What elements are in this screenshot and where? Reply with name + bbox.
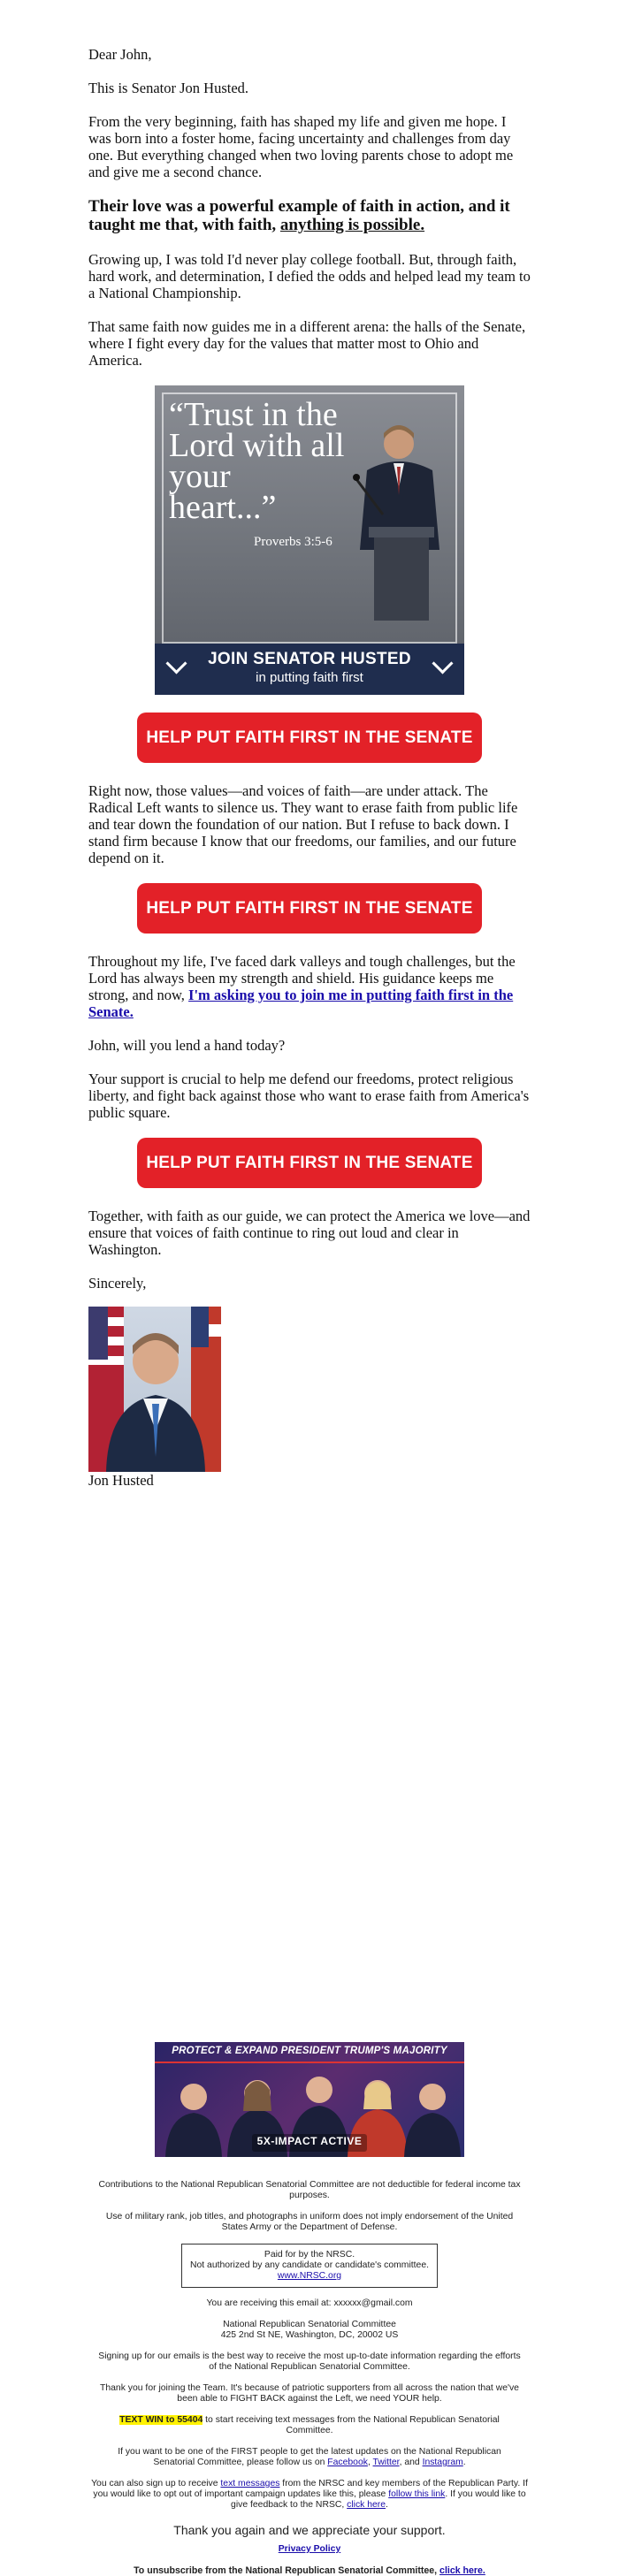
unsubscribe-line: [0, 2565, 619, 2576]
paragraph-foster-home: From the very beginning, faith has shaped my life and given me hope. I was born into a foster home, facing uncertainty and challenges from day one. But everything changed when two loving parents chose to adopt me and give me a second chance.: [88, 113, 514, 180]
separator-and: , and: [399, 2458, 423, 2467]
thanks-team-notice: Thank you for joining the Team. It's because of patriotic supporters from all across the nation that we've been able to FIGHT BACK against the Left, we need YOUR help.: [100, 2383, 519, 2404]
thank-you-message: Thank you again and we appreciate your support.: [173, 2523, 446, 2537]
text-messages-link[interactable]: text messages: [220, 2479, 280, 2488]
follow-text: If you want to be one of the FIRST people to get the latest updates on the National Republican Senatorial Committee, please follow us on: [118, 2447, 501, 2467]
paragraph-senate: That same faith now guides me in a different arena: the halls of the Senate, where I fight every day for the values that matter most to Ohio and America.: [88, 318, 526, 369]
unsubscribe-link[interactable]: click here.: [439, 2565, 485, 2576]
cta-wrapper: [88, 713, 531, 763]
hero-banner-title: JOIN SENATOR HUSTED: [208, 650, 411, 668]
unsubscribe-text: To unsubscribe from the National Republican Senatorial Committee,: [134, 2565, 440, 2576]
lend-a-hand-question: John, will you lend a hand today?: [88, 1037, 286, 1054]
instagram-link[interactable]: Instagram: [422, 2458, 463, 2467]
cta-button[interactable]: HELP PUT FAITH FIRST IN THE SENATE: [137, 883, 482, 934]
cta-button[interactable]: HELP PUT FAITH FIRST IN THE SENATE: [137, 1138, 482, 1188]
text-signup-rest: to start receiving text messages from the National Republican Senatorial Committee.: [203, 2415, 500, 2435]
hero-banner: [155, 644, 464, 695]
sms-text-4: .: [386, 2500, 388, 2510]
senator-speaking-figure: [348, 417, 445, 621]
hero-citation: Proverbs 3:5-6: [254, 535, 332, 549]
paragraph-support: Your support is crucial to help me defend our freedoms, protect religious liberty, and fight back against those who want to erase faith from America's public square.: [88, 1071, 530, 1121]
faith-in-action-text: Their love was a powerful example of faith in action, and it taught me that, with faith,: [88, 197, 510, 234]
join-me-link[interactable]: I'm asking you to join me in putting faith first in the Senate.: [88, 987, 514, 1020]
cta-wrapper: [88, 1138, 531, 1188]
dark-valleys-text: Throughout my life, I've faced dark valleys and tough challenges, but the Lord has always been my strength and shield. His guidance keeps me strong, and now,: [88, 953, 516, 1003]
paid-line-2: Not authorized by any candidate or candidate's committee.: [190, 2260, 429, 2270]
org-address-block: [177, 2320, 442, 2341]
text-signup-line: [97, 2415, 522, 2436]
hero-quote: “Trust in the Lord with all your heart...”: [169, 396, 345, 526]
social-follow-line: [97, 2447, 522, 2468]
separator-comma: ,: [367, 2458, 373, 2467]
hero-banner-subtitle: in putting faith first: [256, 670, 363, 685]
separator-period: .: [462, 2458, 466, 2467]
privacy-policy-link[interactable]: Privacy Policy: [278, 2544, 341, 2554]
closing: Sincerely,: [88, 1275, 147, 1292]
feedback-link[interactable]: click here: [347, 2500, 386, 2510]
sms-text-2: from the NRSC and key members of the Republican Party. If you would like to opt out of important campaign updates like this, please: [93, 2479, 528, 2499]
greeting: Dear John,: [88, 46, 152, 63]
senator-portrait: [88, 1307, 221, 1472]
signup-notice: Signing up for our emails is the best way to receive the most up-to-date information regarding the efforts of the National Republican Senatorial Committee.: [98, 2351, 521, 2372]
intro-paragraph: This is Senator Jon Husted.: [88, 80, 249, 96]
receiving-email-notice: You are receiving this email at: xxxxxx@gmail.com: [206, 2298, 413, 2308]
org-name: National Republican Senatorial Committee: [223, 2320, 396, 2329]
promo-banner[interactable]: [155, 2042, 464, 2157]
hero-image[interactable]: [155, 385, 464, 695]
footer: [0, 2042, 619, 2576]
promo-title: PROTECT & EXPAND PRESIDENT TRUMP'S MAJORITY: [172, 2046, 447, 2056]
military-disclaimer: Use of military rank, job titles, and photographs in uniform does not imply endorsement of the United States Army or the Department of Defense.: [105, 2212, 514, 2232]
paragraph-under-attack: Right now, those values—and voices of faith—are under attack. The Radical Left wants to silence us. They want to erase faith from public life and tear down the foundation of our nation. But I refuse to back down. I stand firm because I know that our freedoms, our families, and our future depend on it.: [88, 782, 518, 866]
org-address: 425 2nd St NE, Washington, DC, 20002 US: [220, 2330, 399, 2340]
cta-button[interactable]: HELP PUT FAITH FIRST IN THE SENATE: [137, 713, 482, 763]
paid-for-box: [181, 2244, 438, 2288]
nrsc-website-link[interactable]: www.NRSC.org: [277, 2271, 342, 2281]
text-win-highlight: TEXT WIN to 55404: [119, 2415, 203, 2425]
letter-body: [88, 46, 531, 1489]
promo-badge: 5X-IMPACT ACTIVE: [256, 2135, 363, 2147]
paragraph-dark-valleys: [88, 953, 531, 1020]
opt-out-link[interactable]: follow this link: [388, 2489, 446, 2499]
sms-text-1: You can also sign up to receive: [91, 2479, 221, 2488]
paid-line-1: Paid for by the NRSC.: [264, 2250, 355, 2260]
facebook-link[interactable]: Facebook: [327, 2458, 368, 2467]
sms-text-3: . If you would like to give feedback to the NRSC,: [231, 2489, 526, 2510]
twitter-link[interactable]: Twitter: [372, 2458, 400, 2467]
anything-possible-text: anything is possible.: [279, 216, 425, 234]
signature-name: Jon Husted: [88, 1472, 154, 1489]
portrait-illustration: [88, 1307, 221, 1472]
cta-wrapper: [88, 883, 531, 934]
paragraph-faith-in-action: [88, 197, 531, 234]
sms-optout-line: [88, 2479, 531, 2511]
paragraph-football: Growing up, I was told I'd never play college football. But, through faith, hard work, and determination, I defied the odds and helped lead my team to a National Championship.: [88, 251, 531, 301]
privacy-line: [97, 2544, 522, 2555]
tax-disclaimer: Contributions to the National Republican Senatorial Committee are not deductible for federal income tax purposes.: [98, 2180, 521, 2200]
paragraph-together: Together, with faith as our guide, we can protect the America we love—and ensure that voices of faith continue to ring out loud and clear in Washington.: [88, 1208, 531, 1258]
